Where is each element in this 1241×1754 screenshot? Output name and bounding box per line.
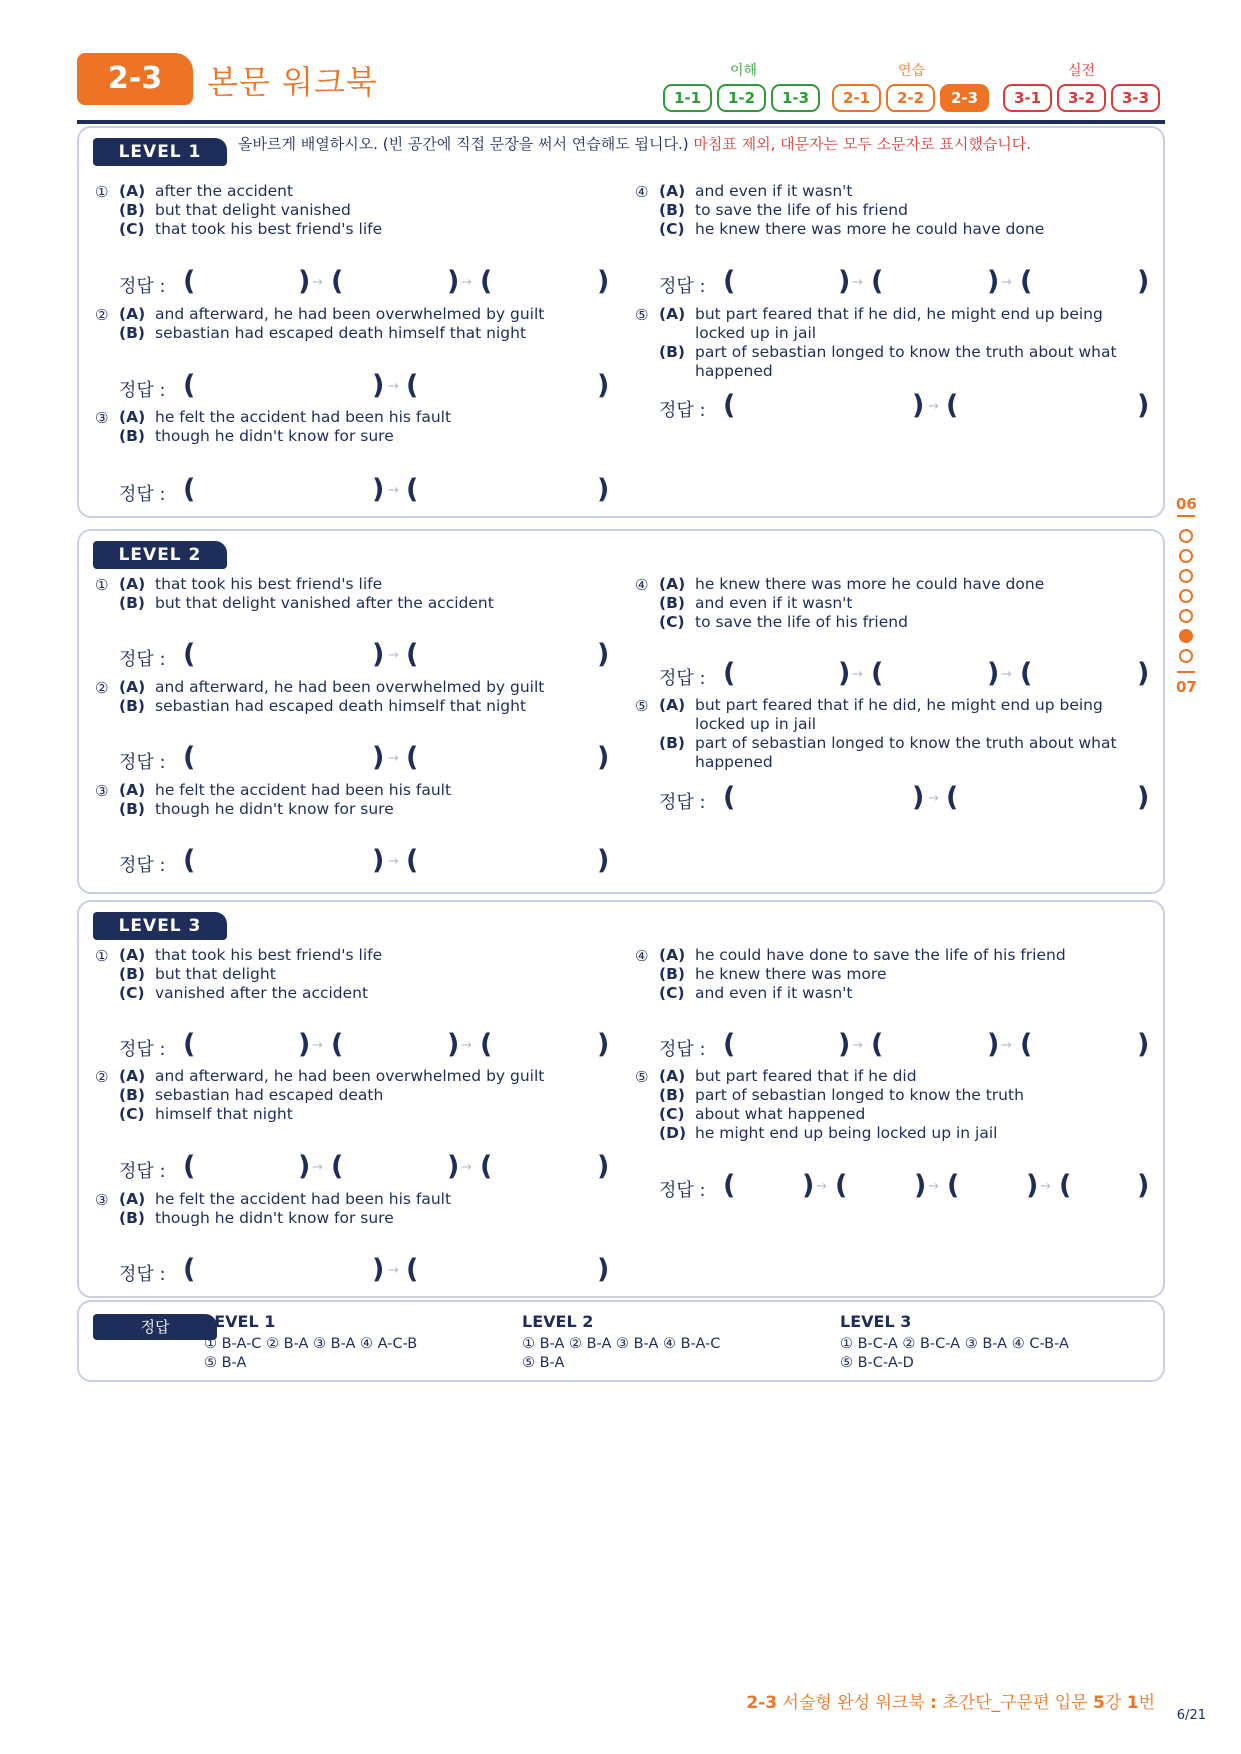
option-text: but that delight vanished after the accident <box>155 594 494 612</box>
answer-label: 정답 : <box>119 752 166 773</box>
footer-number: 1 <box>1126 1693 1139 1713</box>
option-text: that took his best friend's life <box>155 575 383 593</box>
answer-key-level-3 <box>840 1312 1069 1373</box>
option-label: (B) <box>119 427 145 445</box>
answer-key-line: ① B-A-C ② B-A ③ B-A ④ A-C-B <box>204 1336 418 1352</box>
question-number: ④ <box>635 947 649 965</box>
answer-row[interactable]: 정답 : ( ) → ( ) → ( ) <box>119 1029 610 1060</box>
footer-colon: : <box>930 1693 937 1713</box>
nav-tab-3-3[interactable]: 3-3 <box>1111 84 1160 112</box>
question-1 <box>95 575 585 613</box>
question-3 <box>95 1190 585 1228</box>
answer-row[interactable]: 정답 : ( ) → ( ) <box>119 742 610 773</box>
answer-key-title: LEVEL 2 <box>522 1312 594 1331</box>
answer-key-line: ⑤ B-C-A-D <box>840 1355 914 1371</box>
answer-key-line: ⑤ B-A <box>522 1355 565 1371</box>
footer-title <box>746 1688 1155 1713</box>
question-5 <box>635 1067 1125 1143</box>
option-text: sebastian had escaped death himself that night <box>155 697 527 715</box>
option-label: (A) <box>119 408 146 426</box>
option-text: he felt the accident had been his fault <box>155 408 452 426</box>
answer-row[interactable]: 정답 : ( ) → ( ) → ( ) <box>659 266 1150 297</box>
answer-row[interactable]: 정답 : ( ) → ( ) <box>119 370 610 401</box>
level-2-section <box>77 529 1165 894</box>
option-text: but that delight vanished <box>155 201 351 219</box>
question-2 <box>95 678 585 716</box>
option-text: and even if it wasn't <box>695 182 853 200</box>
level-3-badge: LEVEL 3 <box>93 912 227 940</box>
nav-tab-3-1[interactable]: 3-1 <box>1003 84 1052 112</box>
option-text: he felt the accident had been his fault <box>155 781 452 799</box>
option-label: (A) <box>119 1190 146 1208</box>
question-number: ② <box>95 306 109 324</box>
option-text: though he didn't know for sure <box>155 1209 394 1227</box>
option-text: that took his best friend's life <box>155 220 383 238</box>
option-text: but part feared that if he did, he might end up being locked up in jail <box>695 305 1103 342</box>
option-label: (C) <box>659 613 685 631</box>
option-label: (B) <box>119 324 145 342</box>
option-label: (B) <box>119 800 145 818</box>
option-text: he knew there was more he could have done <box>695 220 1045 238</box>
option-text: but that delight <box>155 965 276 983</box>
option-text: part of sebastian longed to know the truth about what happened <box>695 734 1117 771</box>
page-number: 6/21 <box>1176 1708 1206 1723</box>
nav-tab-2-1[interactable]: 2-1 <box>832 84 881 112</box>
question-3 <box>95 781 585 819</box>
option-text: though he didn't know for sure <box>155 800 394 818</box>
option-text: and afterward, he had been overwhelmed by guilt <box>155 678 545 696</box>
question-number: ⑤ <box>635 1068 649 1086</box>
option-text: he knew there was more <box>695 965 887 983</box>
answer-label: 정답 : <box>119 276 166 297</box>
answer-label: 정답 : <box>659 668 706 689</box>
option-label: (B) <box>659 734 685 752</box>
side-nav-end: 07 <box>1176 678 1197 696</box>
question-number: ② <box>95 679 109 697</box>
question-number: ④ <box>635 183 649 201</box>
question-number: ③ <box>95 782 109 800</box>
question-number: ① <box>95 576 109 594</box>
option-label: (A) <box>659 575 686 593</box>
answer-row[interactable]: 정답 : ( ) → ( ) → ( ) <box>659 1029 1150 1060</box>
option-label: (C) <box>659 984 685 1002</box>
footer-text: 번 <box>1138 1693 1155 1713</box>
answer-label: 정답 : <box>659 1180 706 1201</box>
level-3-section <box>77 900 1165 1298</box>
level-2-badge: LEVEL 2 <box>93 541 227 569</box>
option-label: (D) <box>659 1124 687 1142</box>
question-4 <box>635 575 1125 632</box>
answer-row[interactable]: 정답 : ( ) → ( ) <box>119 845 610 876</box>
side-nav-dot[interactable] <box>1179 549 1193 563</box>
question-number: ③ <box>95 1191 109 1209</box>
answer-key-badge: 정답 <box>93 1314 217 1340</box>
option-text: about what happened <box>695 1105 866 1123</box>
option-text: to save the life of his friend <box>695 613 908 631</box>
answer-label: 정답 : <box>119 649 166 670</box>
answer-label: 정답 : <box>659 400 706 421</box>
option-label: (B) <box>119 965 145 983</box>
answer-row[interactable]: 정답 : ( ) → ( ) <box>659 782 1150 813</box>
side-nav-dot-current[interactable] <box>1179 629 1193 643</box>
footer-number: 5 <box>1093 1693 1105 1713</box>
option-text: part of sebastian longed to know the truth about what happened <box>695 343 1117 380</box>
side-nav-dot[interactable] <box>1179 529 1193 543</box>
footer-text: 서술형 완성 워크북 <box>777 1693 931 1713</box>
option-label: (A) <box>659 946 686 964</box>
option-label: (A) <box>119 946 146 964</box>
instruction <box>238 134 1143 154</box>
nav-group-practice: 연습 <box>898 63 926 79</box>
answer-key <box>77 1300 1165 1382</box>
footer-text: 초간단_구문편 입문 <box>936 1693 1094 1713</box>
option-label: (B) <box>659 201 685 219</box>
option-label: (B) <box>119 1086 145 1104</box>
option-label: (A) <box>659 305 686 323</box>
option-text: part of sebastian longed to know the truth <box>695 1086 1024 1104</box>
level-1-section <box>77 126 1165 518</box>
option-label: (A) <box>119 575 146 593</box>
nav-group-real: 실전 <box>1068 63 1096 79</box>
footer-prefix: 2-3 <box>746 1693 778 1713</box>
answer-row[interactable]: 정답 : ( ) → ( ) → ( ) → ( ) <box>659 1170 1150 1201</box>
page-title: 본문 워크북 <box>207 63 378 101</box>
option-text: and afterward, he had been overwhelmed by guilt <box>155 1067 545 1085</box>
option-label: (C) <box>659 1105 685 1123</box>
question-number: ④ <box>635 576 649 594</box>
option-text: sebastian had escaped death himself that night <box>155 324 527 342</box>
answer-label: 정답 : <box>119 380 166 401</box>
option-text: but part feared that if he did <box>695 1067 917 1085</box>
option-text: and even if it wasn't <box>695 594 853 612</box>
side-nav-dot[interactable] <box>1179 609 1193 623</box>
answer-label: 정답 : <box>119 855 166 876</box>
answer-label: 정답 : <box>119 1264 166 1285</box>
answer-row[interactable]: 정답 : ( ) → ( ) <box>659 390 1150 421</box>
answer-label: 정답 : <box>659 792 706 813</box>
answer-key-line: ① B-A ② B-A ③ B-A ④ B-A-C <box>522 1336 721 1352</box>
nav-tab-3-2[interactable]: 3-2 <box>1057 84 1106 112</box>
side-nav-dot[interactable] <box>1179 649 1193 663</box>
option-label: (C) <box>119 220 145 238</box>
option-text: to save the life of his friend <box>695 201 908 219</box>
option-label: (C) <box>119 1105 145 1123</box>
option-label: (A) <box>119 781 146 799</box>
option-label: (A) <box>659 1067 686 1085</box>
question-4 <box>635 182 1125 239</box>
answer-row[interactable]: 정답 : ( ) → ( ) → ( ) <box>119 1151 610 1182</box>
option-label: (A) <box>659 182 686 200</box>
option-label: (C) <box>119 984 145 1002</box>
option-text: that took his best friend's life <box>155 946 383 964</box>
option-text: sebastian had escaped death <box>155 1086 384 1104</box>
option-label: (A) <box>119 1067 146 1085</box>
option-label: (A) <box>119 305 146 323</box>
question-number: ⑤ <box>635 697 649 715</box>
section-badge: 2-3 <box>77 53 193 105</box>
side-nav-dot[interactable] <box>1179 569 1193 583</box>
nav-tab-2-3[interactable]: 2-3 <box>940 84 989 112</box>
answer-key-line: ⑤ B-A <box>204 1355 247 1371</box>
header-divider <box>77 120 1165 124</box>
question-number: ① <box>95 947 109 965</box>
question-2 <box>95 305 585 343</box>
answer-label: 정답 : <box>119 1039 166 1060</box>
option-label: (B) <box>659 1086 685 1104</box>
nav-tab-1-3[interactable]: 1-3 <box>771 84 820 112</box>
question-number: ② <box>95 1068 109 1086</box>
option-text: he knew there was more he could have done <box>695 575 1045 593</box>
question-number: ⑤ <box>635 306 649 324</box>
question-1 <box>95 182 585 239</box>
answer-key-line: ① B-C-A ② B-C-A ③ B-A ④ C-B-A <box>840 1336 1069 1352</box>
question-3 <box>95 408 585 446</box>
option-label: (A) <box>119 678 146 696</box>
nav-tab-2-2[interactable]: 2-2 <box>886 84 935 112</box>
answer-label: 정답 : <box>119 1161 166 1182</box>
side-nav-start: 06 <box>1176 495 1197 513</box>
answer-key-level-1 <box>204 1312 417 1373</box>
option-label: (B) <box>119 1209 145 1227</box>
question-1 <box>95 946 585 1003</box>
instruction-main: 올바르게 배열하시오. (빈 공간에 직접 문장을 써서 연습해도 됩니다.) <box>238 135 694 153</box>
answer-label: 정답 : <box>119 484 166 505</box>
question-5 <box>635 305 1125 381</box>
question-5 <box>635 696 1125 772</box>
option-label: (A) <box>119 182 146 200</box>
option-label: (B) <box>659 594 685 612</box>
answer-label: 정답 : <box>659 1039 706 1060</box>
option-label: (C) <box>659 220 685 238</box>
question-number: ① <box>95 183 109 201</box>
side-nav-divider <box>1177 671 1195 673</box>
nav-group-understand: 이해 <box>730 63 758 79</box>
question-2 <box>95 1067 585 1124</box>
answer-key-title: LEVEL 1 <box>204 1312 276 1331</box>
option-text: though he didn't know for sure <box>155 427 394 445</box>
option-text: after the accident <box>155 182 294 200</box>
footer-text: 강 <box>1104 1693 1127 1713</box>
option-text: and even if it wasn't <box>695 984 853 1002</box>
nav-tab-1-2[interactable]: 1-2 <box>717 84 766 112</box>
option-text: vanished after the accident <box>155 984 369 1002</box>
option-text: himself that night <box>155 1105 293 1123</box>
answer-row[interactable]: 정답 : ( ) → ( ) <box>119 639 610 670</box>
option-text: and afterward, he had been overwhelmed by guilt <box>155 305 545 323</box>
option-label: (B) <box>659 965 685 983</box>
option-text: he could have done to save the life of his friend <box>695 946 1066 964</box>
option-text: he might end up being locked up in jail <box>695 1124 998 1142</box>
answer-row[interactable]: 정답 : ( ) → ( ) <box>119 474 610 505</box>
option-label: (B) <box>659 343 685 361</box>
answer-row[interactable]: 정답 : ( ) → ( ) → ( ) <box>659 658 1150 689</box>
answer-label: 정답 : <box>659 276 706 297</box>
option-text: he felt the accident had been his fault <box>155 1190 452 1208</box>
answer-row[interactable]: 정답 : ( ) → ( ) → ( ) <box>119 266 610 297</box>
answer-key-title: LEVEL 3 <box>840 1312 912 1331</box>
option-text: but part feared that if he did, he might end up being locked up in jail <box>695 696 1103 733</box>
instruction-note: 마침표 제외, 대문자는 모두 소문자로 표시했습니다. <box>693 135 1032 153</box>
question-number: ③ <box>95 409 109 427</box>
nav-tab-1-1[interactable]: 1-1 <box>663 84 712 112</box>
level-1-badge: LEVEL 1 <box>93 138 227 166</box>
option-label: (B) <box>119 697 145 715</box>
option-label: (B) <box>119 594 145 612</box>
option-label: (A) <box>659 696 686 714</box>
answer-row[interactable]: 정답 : ( ) → ( ) <box>119 1254 610 1285</box>
option-label: (B) <box>119 201 145 219</box>
side-nav-dot[interactable] <box>1179 589 1193 603</box>
question-4 <box>635 946 1125 1003</box>
side-nav-divider <box>1177 515 1195 517</box>
answer-key-level-2 <box>522 1312 720 1373</box>
